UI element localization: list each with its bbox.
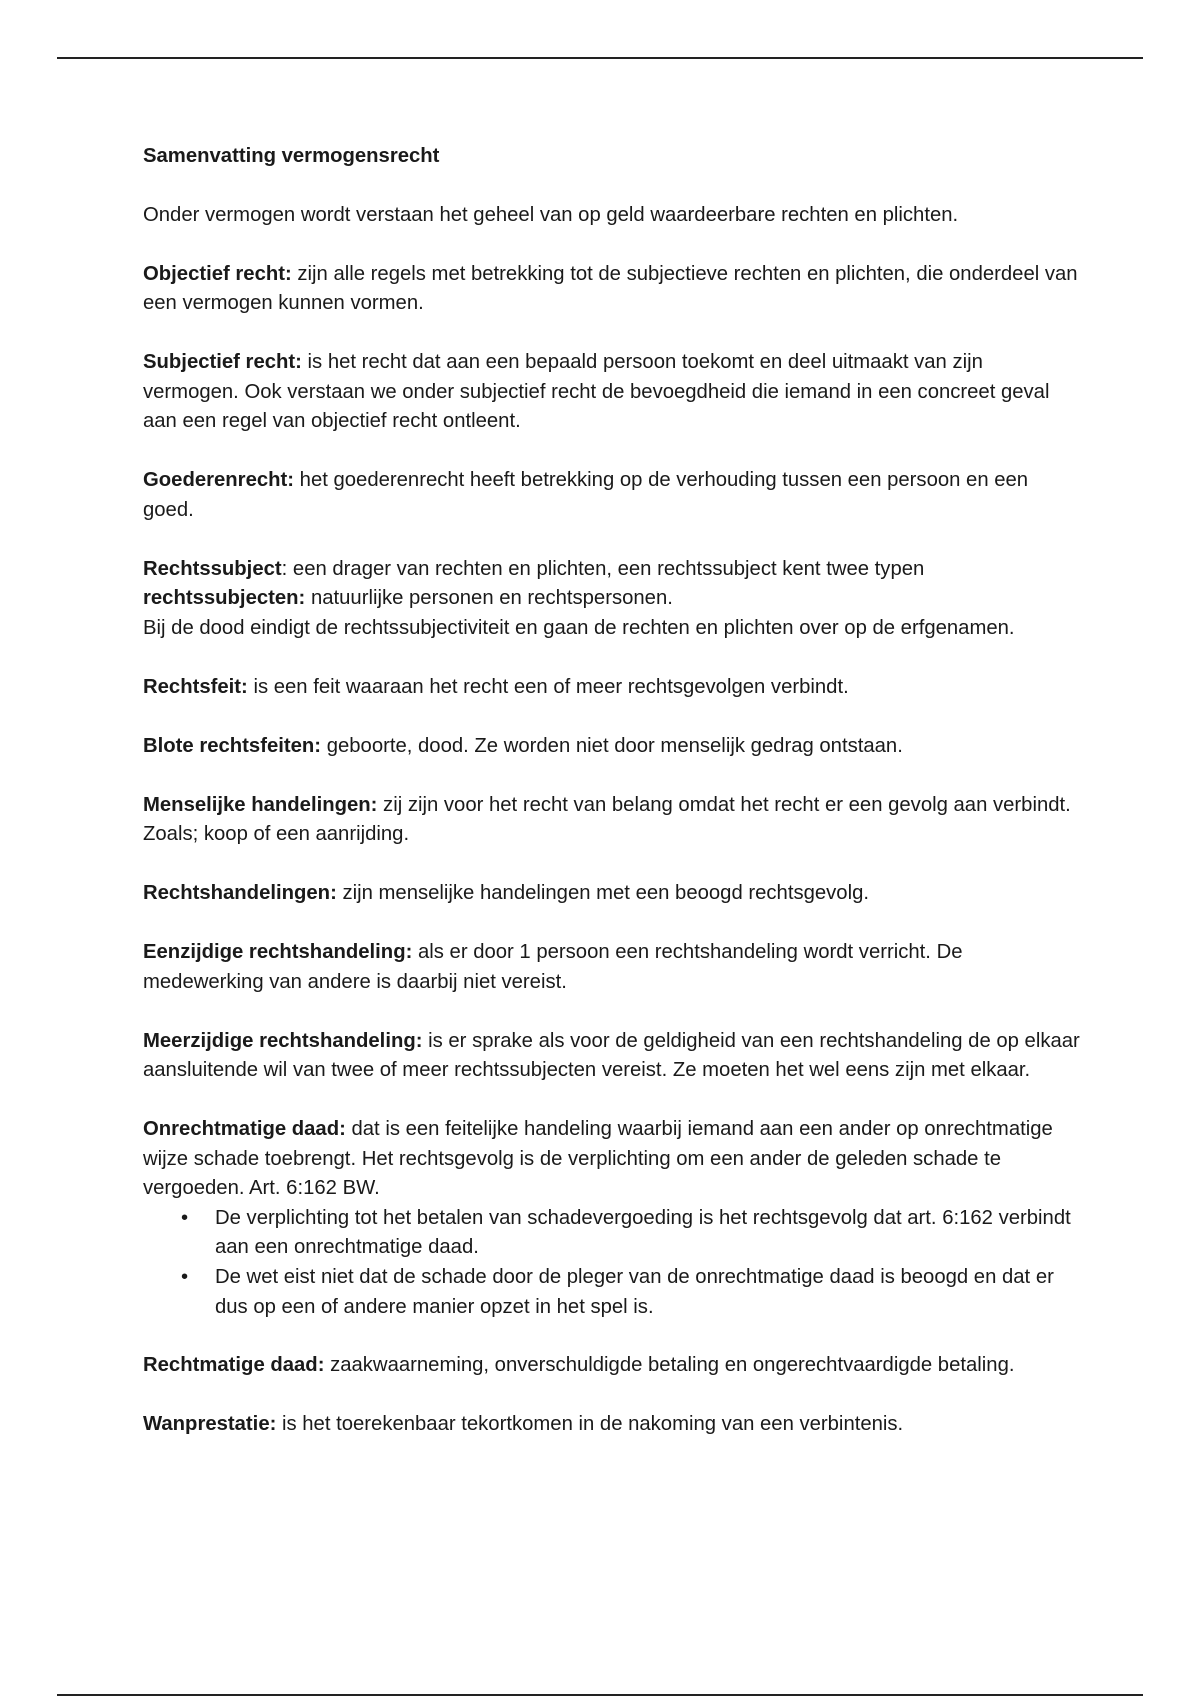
definition-rechtssubject (143, 555, 1083, 644)
definition-term: Menselijke handelingen: (143, 793, 378, 816)
definition-text: : een drager van rechten en plichten, een rechtssubject kent twee typen (281, 557, 925, 580)
definition-term: Wanprestatie: (143, 1413, 277, 1436)
definition-text: zaakwaarneming, onverschuldigde betaling en ongerechtvaardigde betaling. (324, 1354, 1015, 1377)
definition-term: Subjectief recht: (143, 351, 302, 374)
definition-term: Rechtssubject (143, 557, 282, 580)
definition-menselijke-handelingen (143, 791, 1083, 850)
definition-text: is er sprake als voor de geldigheid van een rechtshandeling de op elkaar aansluitende wil van twee of meer rechtssubjecten vereist. Ze moeten het wel eens zijn met elkaar. (143, 1029, 1080, 1082)
definition-blote-rechtsfeiten (143, 732, 1083, 762)
definition-meerzijdige-rechtshandeling (143, 1027, 1083, 1086)
definition-term: Blote rechtsfeiten: (143, 734, 322, 757)
definition-text: is een feit waaraan het recht een of meer rechtsgevolgen verbindt. (247, 675, 849, 698)
list-item-text: De verplichting tot het betalen van schadevergoeding is het rechtsgevolg dat art. 6:162 verbindt aan een onrechtmatige daad. (215, 1206, 1071, 1259)
definition-text: is het recht dat aan een bepaald persoon toekomt en deel uitmaakt van zijn vermogen. Ook verstaan we onder subjectief recht de bevoegdheid die iemand in een concreet geval aan een regel van objectief recht ontleent. (143, 351, 1050, 433)
definition-wanprestatie (143, 1410, 1083, 1440)
definition-text: geboorte, dood. Ze worden niet door menselijk gedrag ontstaan. (321, 734, 903, 757)
definition-paragraph (143, 1115, 1083, 1204)
document-body (143, 142, 1083, 1469)
intro-paragraph: Onder vermogen wordt verstaan het geheel van op geld waardeerbare rechten en plichten. (143, 203, 959, 226)
definition-text: zijn menselijke handelingen met een beoogd rechtsgevolg. (336, 882, 869, 905)
footer-rule (57, 1694, 1143, 1696)
definition-text: zij zijn voor het recht van belang omdat het recht er een gevolg aan verbindt. Zoals; koop of een aanrijding. (143, 793, 1071, 846)
definition-text: het goederenrecht heeft betrekking op de verhouding tussen een persoon en een goed. (143, 469, 1029, 521)
definition-term: Rechtshandelingen: (143, 882, 337, 905)
definition-term: Goederenrecht: (143, 469, 295, 492)
definition-onrechtmatige-daad (143, 1115, 1083, 1322)
document-title: Samenvatting vermogensrecht (143, 145, 440, 167)
header-rule (57, 57, 1143, 59)
list-item (143, 1204, 1083, 1263)
list-item-text: De wet eist niet dat de schade door de pleger van de onrechtmatige daad is beoogd en dat er dus op een of andere manier opzet in het spel is. (215, 1266, 1054, 1318)
definition-objectief-recht (143, 260, 1083, 319)
definition-term: Eenzijdige rechtshandeling: (143, 941, 413, 964)
bullet-list (143, 1204, 1083, 1322)
definition-term: Onrechtmatige daad: (143, 1118, 346, 1141)
definition-rechtsfeit (143, 673, 1083, 703)
definition-continuation: Bij de dood eindigt de rechtssubjectiviteit en gaan de rechten en plichten over op de erfgenamen. (143, 617, 1015, 640)
definition-text-secondary: natuurlijke personen en rechtspersonen. (305, 587, 673, 610)
definition-text: zijn alle regels met betrekking tot de subjectieve rechten en plichten, die onderdeel van een vermogen kunnen vormen. (143, 262, 1078, 315)
definition-term: Rechtmatige daad: (143, 1354, 325, 1377)
definition-text: als er door 1 persoon een rechtshandeling wordt verricht. De medewerking van andere is daarbij niet vereist. (143, 941, 963, 993)
definition-text: dat is een feitelijke handeling waarbij iemand aan een ander op onrechtmatige wijze schade toebrengt. Het rechtsgevolg is de verplichting om een ander de geleden schade te vergoeden. Art. 6:162 BW. (143, 1118, 1053, 1200)
bullet-icon: • (181, 1206, 189, 1229)
bullet-icon: • (181, 1266, 189, 1288)
definition-term: Objectief recht: (143, 262, 292, 285)
definition-eenzijdige-rechtshandeling (143, 938, 1083, 997)
definition-term-secondary: rechtssubjecten: (143, 587, 306, 610)
definition-term: Rechtsfeit: (143, 675, 248, 698)
definition-goederenrecht (143, 466, 1083, 525)
definition-rechtmatige-daad (143, 1351, 1083, 1381)
list-item (143, 1263, 1083, 1322)
definition-text: is het toerekenbaar tekortkomen in de nakoming van een verbintenis. (276, 1413, 904, 1436)
definition-subjectief-recht (143, 348, 1083, 437)
definition-rechtshandelingen (143, 879, 1083, 909)
definition-term: Meerzijdige rechtshandeling: (143, 1029, 423, 1052)
